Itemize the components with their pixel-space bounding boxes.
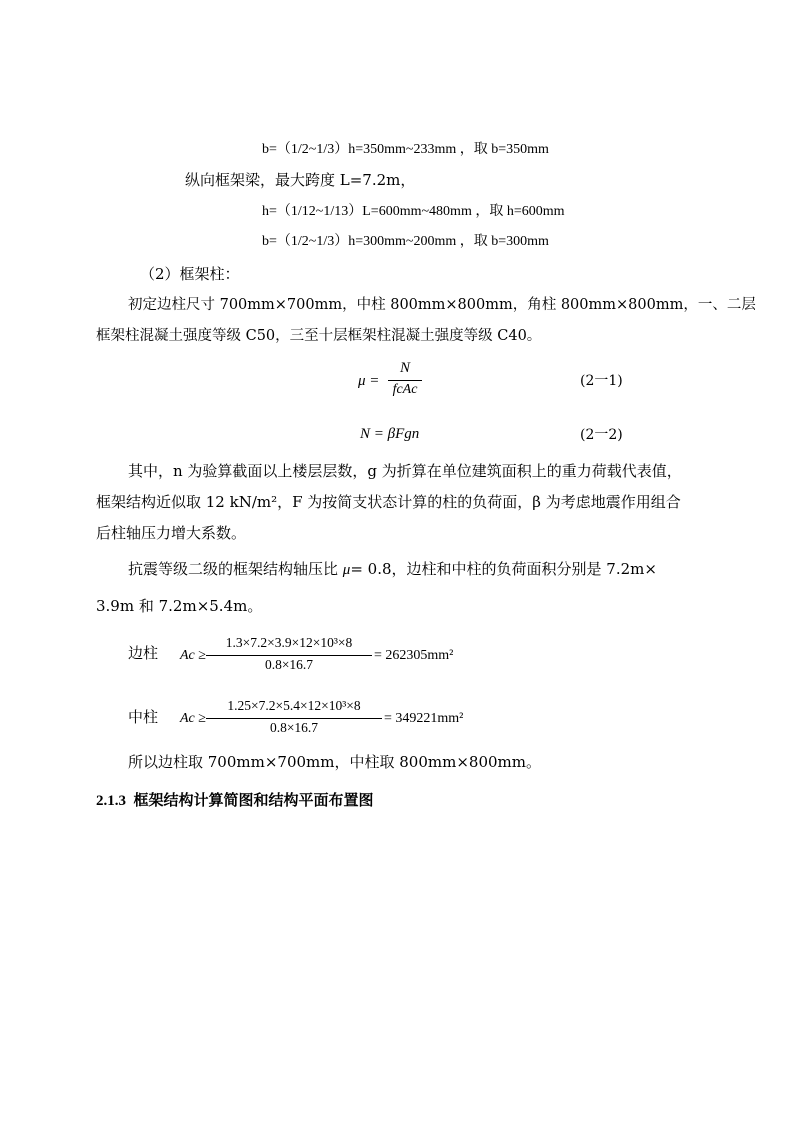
longitudinal-beam-line: 纵向框架梁，最大跨度 L=7.2m， [185,171,416,189]
eq1-number: (2一1) [580,373,623,389]
conclusion-line: 所以边柱取 700mm×700mm，中柱取 800mm×800mm。 [128,753,541,771]
paragraph-2-line-3: 后柱轴压力增大系数。 [96,524,247,542]
eq2-number: (2一2) [580,427,623,443]
mu-symbol: μ [342,562,351,578]
middle-numerator: 1.25×7.2×5.4×12×10³×8 [227,698,361,713]
middle-result: = 349221mm² [384,711,464,726]
paragraph-3-line-1 [128,559,657,580]
edge-denominator: 0.8×16.7 [264,657,314,672]
edge-lhs: Ac ≥ [180,648,206,663]
middle-fraction [206,698,382,740]
paragraph-2-line-1: 其中，n 为验算截面以上楼层层数，g 为折算在单位建筑面积上的重力荷载代表值， [128,462,682,480]
edge-result: = 262305mm² [374,648,454,663]
paragraph-1-line-2: 框架柱混凝土强度等级 C50，三至十层框架柱混凝土强度等级 C40。 [96,328,542,344]
section-heading [96,790,374,811]
paragraph-3-text-b: = 0.8，边柱和中柱的负荷面积分别是 7.2m× [350,560,657,578]
middle-lhs: Ac ≥ [180,711,206,726]
paragraph-1-line-1: 初定边柱尺寸 700mm×700mm，中柱 800mm×800mm，角柱 800mm×800mm，一、二层 [128,297,756,313]
middle-fraction-bar [206,718,382,719]
eq1-fraction [388,360,422,402]
section-number: 2.1.3 [96,793,126,809]
eq1-fraction-bar [388,380,422,381]
middle-denominator: 0.8×16.7 [269,720,319,735]
edge-numerator: 1.3×7.2×3.9×12×10³×8 [225,635,353,650]
paragraph-3-line-2: 3.9m 和 7.2m×5.4m。 [96,597,263,615]
edge-column-label: 边柱 [128,644,159,662]
edge-fraction [206,635,372,677]
paragraph-3-text-a: 抗震等级二级的框架结构轴压比 [128,560,343,578]
middle-column-label: 中柱 [128,708,159,726]
mu-lhs: μ = [358,373,380,389]
beam-height-line: h=（1/12~1/13）L=600mm~480mm ，取 h=600mm [262,204,565,219]
beam-width-line-1: b=（1/2~1/3）h=350mm~233mm ，取 b=350mm [262,142,549,157]
frame-column-heading: （2）框架柱： [140,265,240,283]
eq1-denominator: fcAc [392,382,418,397]
edge-fraction-bar [206,655,372,656]
beam-width-line-2: b=（1/2~1/3）h=300mm~200mm ，取 b=300mm [262,234,549,249]
paragraph-2-line-2: 框架结构近似取 12 kN/m²，F 为按简支状态计算的柱的负荷面，β 为考虑地震作用组合 [96,493,681,511]
eq1-numerator: N [399,360,410,376]
section-title: 框架结构计算简图和结构平面布置图 [133,791,374,809]
eq2-text: N = βFgn [360,426,420,442]
